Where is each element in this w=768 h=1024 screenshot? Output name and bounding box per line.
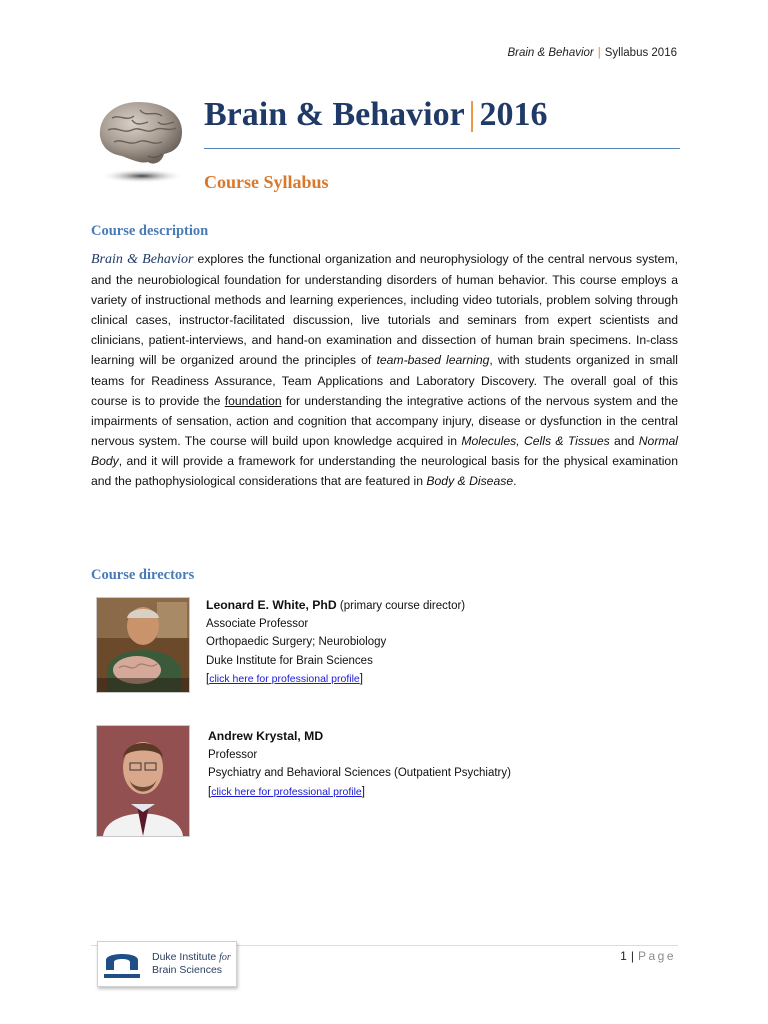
director-department: Psychiatry and Behavioral Sciences (Outpatient Psychiatry) (208, 767, 511, 780)
duke-institute-logo-mark (102, 948, 142, 980)
director-name: Leonard E. White, PhD (206, 598, 337, 612)
description-part-2: , with students organized in small teams for Readiness Assurance, Team Applications and Laboratory Discovery. The overall goal of this course is to provide the (91, 353, 678, 408)
director-photo (96, 725, 190, 837)
title-separator: | (468, 96, 476, 133)
running-header-title: Brain & Behavior (507, 47, 594, 59)
professional-profile-link[interactable]: click here for professional profile (209, 672, 360, 685)
duke-institute-logo (97, 941, 237, 987)
page-number-separator: | (630, 949, 634, 963)
profile-link-row (208, 783, 511, 801)
bracket-close: ] (361, 785, 365, 798)
page-subtitle: Course Syllabus (204, 172, 329, 192)
running-header-label: Syllabus 2016 (604, 47, 677, 59)
description-part-6: . (513, 474, 517, 489)
director-title: Professor (208, 749, 258, 762)
director-info (206, 596, 465, 688)
brain-image (92, 96, 188, 186)
title-year: 2016 (479, 96, 548, 133)
page-title (204, 92, 680, 138)
description-emphasis-4: Body & Disease (426, 474, 514, 489)
running-header (507, 47, 677, 59)
logo-text (152, 951, 231, 977)
description-lead: Brain & Behavior (91, 252, 194, 267)
director-info (208, 727, 511, 801)
director-photo (96, 597, 190, 693)
page-number-value: 1 (620, 949, 627, 963)
professional-profile-link[interactable]: click here for professional profile (211, 785, 362, 798)
director-note: (primary course director) (339, 600, 466, 612)
logo-for: for (219, 952, 231, 963)
director-name: Andrew Krystal, MD (208, 729, 324, 743)
description-part-4: and (609, 433, 639, 448)
description-part-1: explores the functional organization and neurophysiology of the central nervous system, and the neurobiological foundation for understanding disorders of human behavior. This course employs a variety of instructional methods and learning experiences, including video tutorials, problem solving through clinical cases, instructor-facilitated discussion, live tutorials and seminars from expert scientists and clinicians, patient-interviews, and hand-on examination and dissection of human brain specimens. In-class learning will be organized around the principles of (91, 252, 678, 368)
title-block (204, 92, 680, 149)
logo-line-1: Duke Institute (152, 951, 217, 963)
director-title: Associate Professor (206, 618, 309, 631)
running-header-separator: | (597, 47, 601, 59)
bracket-open: [ (208, 785, 212, 798)
description-part-5: , and it will provide a framework for understanding the neurological basis for the physical examination and the pathophysiological considerations that are featured in (91, 453, 678, 489)
bracket-open: [ (206, 672, 210, 685)
page-number (620, 949, 676, 963)
course-directors-heading: Course directors (91, 567, 195, 583)
director-department: Orthopaedic Surgery; Neurobiology (206, 636, 387, 649)
course-description-text (91, 249, 678, 491)
description-part-3: for understanding the integrative actions of the nervous system and the impairments of sensation, action and cognition that accompany injury, disease or dysfunction in the central nervous system. The course will build upon knowledge acquired in (91, 393, 678, 448)
logo-line-2: Brain Sciences (152, 964, 223, 976)
description-emphasis-3: Normal Body (91, 433, 679, 468)
course-description-heading: Course description (91, 223, 209, 239)
title-text: Brain & Behavior (204, 96, 465, 133)
description-underline: foundation (224, 393, 282, 408)
description-emphasis-2: Molecules, Cells & Tissues (461, 433, 610, 448)
director-institute: Duke Institute for Brain Sciences (206, 654, 373, 667)
profile-link-row (206, 670, 465, 688)
description-emphasis-1: team-based learning (376, 353, 490, 368)
page-word: Page (637, 949, 676, 963)
bracket-close: ] (359, 672, 363, 685)
